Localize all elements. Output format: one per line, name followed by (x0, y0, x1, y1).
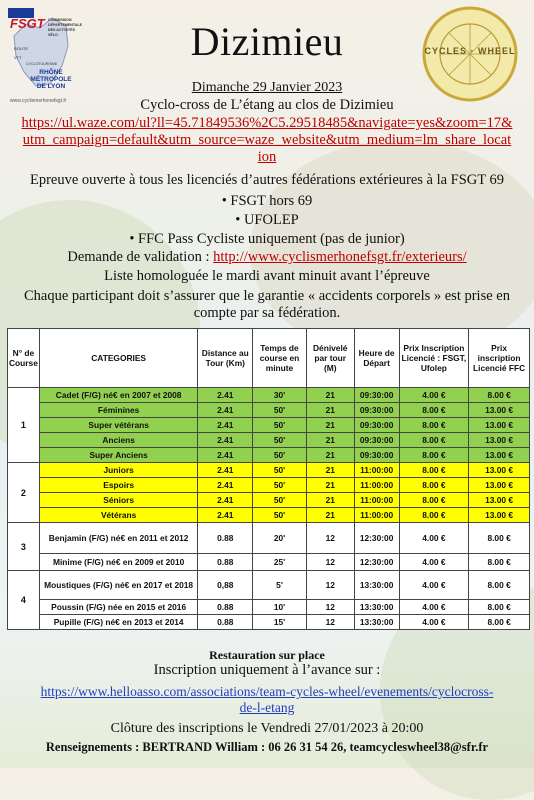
cell-price-fsgt-ufolep: 8.00 € (399, 418, 469, 433)
fsgt-logo-line: VÉLO (48, 33, 58, 37)
fsgt-logo-vtt: VTT (14, 55, 22, 60)
cell-category: Pupille (F/G) né€ en 2013 et 2014 (39, 615, 198, 630)
insurance-line: compte par sa fédération. (193, 305, 341, 321)
table-row (8, 554, 530, 571)
cell-price-ffc: 8.00 € (469, 600, 530, 615)
cell-price-ffc: 13.00 € (469, 508, 530, 523)
cell-price-fsgt-ufolep: 8.00 € (399, 403, 469, 418)
cell-elevation: 21 (306, 463, 354, 478)
helloasso-link-line[interactable]: https://www.helloasso.com/associations/team-cycles-wheel/evenements/cyclocross- (40, 684, 494, 699)
cell-distance: 2.41 (198, 463, 253, 478)
cell-category: Féminines (39, 403, 198, 418)
cell-distance: 0.88 (198, 615, 253, 630)
header-distance: Distance au Tour (Km) (198, 329, 253, 388)
cell-distance: 2.41 (198, 433, 253, 448)
cell-category: Séniors (39, 493, 198, 508)
fsgt-logo-line: CYCLOTOURISME (26, 62, 58, 66)
cell-race-time: 50' (253, 478, 307, 493)
fsgt-logo-region: RHÔNE (39, 69, 63, 76)
cell-price-fsgt-ufolep: 4.00 € (399, 615, 469, 630)
cell-price-fsgt-ufolep: 8.00 € (399, 493, 469, 508)
cell-elevation: 21 (306, 508, 354, 523)
cell-elevation: 12 (306, 571, 354, 600)
cell-price-ffc: 8.00 € (469, 554, 530, 571)
cell-race-time: 50' (253, 433, 307, 448)
bullet-text: FFC Pass Cycliste uniquement (pas de junior) (138, 231, 405, 247)
cell-price-ffc: 13.00 € (469, 493, 530, 508)
cell-start-time: 11:00:00 (354, 508, 399, 523)
course-number: 2 (8, 463, 40, 523)
event-date: Dimanche 29 Janvier 2023 (191, 80, 343, 95)
header-categories: CATEGORIES (39, 329, 198, 388)
cell-start-time: 09:30:00 (354, 433, 399, 448)
cell-race-time: 50' (253, 418, 307, 433)
cell-price-fsgt-ufolep: 4.00 € (399, 600, 469, 615)
fsgt-logo-region: DE LYON (36, 83, 66, 90)
cell-distance: 2.41 (198, 478, 253, 493)
cell-price-fsgt-ufolep: 8.00 € (399, 463, 469, 478)
race-table (7, 328, 530, 630)
cell-start-time: 12:30:00 (354, 554, 399, 571)
waze-link-line[interactable]: ion (257, 149, 277, 165)
cell-start-time: 13:30:00 (354, 615, 399, 630)
cell-distance: 2.41 (198, 403, 253, 418)
cell-elevation: 12 (306, 600, 354, 615)
cell-elevation: 21 (306, 448, 354, 463)
cell-elevation: 21 (306, 478, 354, 493)
cell-category: Anciens (39, 433, 198, 448)
table-row (8, 433, 530, 448)
waze-link[interactable] (0, 115, 534, 166)
table-row (8, 478, 530, 493)
table-row (8, 463, 530, 478)
event-subtitle: Cyclo-cross de L’étang au clos de Dizimieu (140, 97, 394, 113)
cell-start-time: 11:00:00 (354, 478, 399, 493)
cell-price-ffc: 13.00 € (469, 478, 530, 493)
cell-price-ffc: 8.00 € (469, 388, 530, 403)
cell-distance: 2.41 (198, 493, 253, 508)
insurance-line: Chaque participant doit s’assurer que le garantie « accidents corporels » est prise en (24, 288, 510, 304)
homologation-text: Liste homologuée le mardi avant minuit avant l’épreuve (104, 268, 430, 284)
cell-distance: 2.41 (198, 448, 253, 463)
cell-race-time: 15' (253, 615, 307, 630)
cell-start-time: 09:30:00 (354, 388, 399, 403)
cell-category: Moustiques (F/G) né€ en 2017 et 2018 (39, 571, 198, 600)
insurance-text (0, 288, 534, 322)
header-price-ffc: Prix inscription Licencié FFC (469, 329, 530, 388)
cell-race-time: 50' (253, 508, 307, 523)
header-race-time: Temps de course en minute (253, 329, 307, 388)
cell-price-ffc: 13.00 € (469, 448, 530, 463)
cell-price-fsgt-ufolep: 4.00 € (399, 523, 469, 554)
cell-price-fsgt-ufolep: 8.00 € (399, 433, 469, 448)
table-row (8, 523, 530, 554)
cell-category: Super vétérans (39, 418, 198, 433)
cell-start-time: 12:30:00 (354, 523, 399, 554)
cell-race-time: 30' (253, 388, 307, 403)
cell-price-fsgt-ufolep: 8.00 € (399, 508, 469, 523)
bullet-item: • UFOLEP (235, 212, 299, 228)
cell-price-fsgt-ufolep: 8.00 € (399, 448, 469, 463)
page-title: Dizimieu (190, 19, 344, 64)
bullet-text: FSGT hors 69 (230, 193, 313, 209)
table-row (8, 448, 530, 463)
cell-category: Juniors (39, 463, 198, 478)
fsgt-logo-line: COMMISSION (48, 18, 72, 22)
cell-start-time: 09:30:00 (354, 448, 399, 463)
bullet-item: • FSGT hors 69 (221, 193, 313, 209)
cell-elevation: 12 (306, 554, 354, 571)
inscription-text: Inscription uniquement à l’avance sur : (153, 662, 381, 678)
cell-category: Benjamin (F/G) né€ en 2011 et 2012 (39, 523, 198, 554)
cell-price-ffc: 13.00 € (469, 418, 530, 433)
fsgt-logo-top: FSGT (10, 16, 45, 31)
cell-start-time: 09:30:00 (354, 418, 399, 433)
cell-start-time: 13:30:00 (354, 600, 399, 615)
fsgt-logo-route: ROUTE (14, 46, 28, 51)
cell-race-time: 20' (253, 523, 307, 554)
cell-category: Vétérans (39, 508, 198, 523)
course-number: 1 (8, 388, 40, 463)
cell-race-time: 50' (253, 493, 307, 508)
cell-price-ffc: 13.00 € (469, 463, 530, 478)
validation-link[interactable]: http://www.cyclismerhonefsgt.fr/exterieurs/ (213, 249, 467, 265)
fsgt-logo-line: DES ACTIVITÉS (48, 28, 76, 32)
course-number: 3 (8, 523, 40, 571)
cell-start-time: 11:00:00 (354, 493, 399, 508)
cell-start-time: 11:00:00 (354, 463, 399, 478)
cell-price-ffc: 13.00 € (469, 433, 530, 448)
cell-distance: 0.88 (198, 600, 253, 615)
cell-start-time: 09:30:00 (354, 403, 399, 418)
table-row (8, 508, 530, 523)
table-row (8, 571, 530, 600)
table-row (8, 600, 530, 615)
validation-line (0, 249, 534, 266)
helloasso-link[interactable] (0, 684, 534, 716)
cell-distance: 2.41 (198, 418, 253, 433)
header-elevation: Dénivelé par tour (M) (306, 329, 354, 388)
cell-distance: 0,88 (198, 571, 253, 600)
waze-link-line[interactable]: https://ul.waze.com/ul?ll=45.71849536%2C5.29518485&navigate=yes&zoom=17& (21, 115, 513, 131)
contact-text: Renseignements : BERTRAND William : 06 26 31 54 26, teamcycleswheel38@sfr.fr (45, 740, 489, 754)
table-row (8, 493, 530, 508)
cell-race-time: 50' (253, 463, 307, 478)
cell-race-time: 50' (253, 403, 307, 418)
cell-elevation: 12 (306, 615, 354, 630)
cell-distance: 0.88 (198, 554, 253, 571)
table-row (8, 418, 530, 433)
cell-race-time: 50' (253, 448, 307, 463)
cell-category: Minime (F/G) né€ en 2009 et 2010 (39, 554, 198, 571)
cell-distance: 2.41 (198, 388, 253, 403)
cell-price-ffc: 8.00 € (469, 615, 530, 630)
cell-distance: 0.88 (198, 523, 253, 554)
cell-elevation: 21 (306, 493, 354, 508)
header-price-fsgt-ufolep: Prix Inscription Licencié : FSGT, Ufolep (399, 329, 469, 388)
cell-start-time: 13:30:00 (354, 571, 399, 600)
header-course-number: N° de Course (8, 329, 40, 388)
cell-price-fsgt-ufolep: 4.00 € (399, 554, 469, 571)
cell-race-time: 5' (253, 571, 307, 600)
fsgt-logo-url: www.cyclismerhonefsgt.fr (10, 98, 67, 104)
cell-elevation: 21 (306, 388, 354, 403)
cell-race-time: 25' (253, 554, 307, 571)
cell-category: Super Anciens (39, 448, 198, 463)
cell-race-time: 10' (253, 600, 307, 615)
table-row (8, 388, 530, 403)
fsgt-logo-region: MÉTROPOLE (30, 76, 72, 83)
restauration-text: Restauration sur place (209, 648, 325, 662)
cell-elevation: 21 (306, 403, 354, 418)
cell-distance: 2.41 (198, 508, 253, 523)
cell-price-fsgt-ufolep: 4.00 € (399, 571, 469, 600)
table-row (8, 615, 530, 630)
cell-price-ffc: 8.00 € (469, 523, 530, 554)
cell-elevation: 21 (306, 418, 354, 433)
eligibility-text: Epreuve ouverte à tous les licenciés d’autres fédérations extérieures à la FSGT 69 (29, 172, 505, 188)
cloture-text: Clôture des inscriptions le Vendredi 27/01/2023 à 20:00 (110, 721, 424, 736)
cell-price-fsgt-ufolep: 4.00 € (399, 388, 469, 403)
bullet-item: • FFC Pass Cycliste uniquement (pas de junior) (129, 231, 405, 247)
cell-category: Espoirs (39, 478, 198, 493)
cell-elevation: 21 (306, 433, 354, 448)
validation-label: Demande de validation : (67, 249, 214, 265)
header-start-time: Heure de Départ (354, 329, 399, 388)
waze-link-line[interactable]: utm_campaign=default&utm_source=waze_website&utm_medium=lm_share_locat (22, 132, 512, 148)
bullet-text: UFOLEP (243, 212, 299, 228)
cell-price-ffc: 13.00 € (469, 403, 530, 418)
cycles-wheel-logo-text: CYCLES · WHEEL (424, 46, 516, 56)
course-number: 4 (8, 571, 40, 630)
cell-price-ffc: 8.00 € (469, 571, 530, 600)
cell-category: Cadet (F/G) né€ en 2007 et 2008 (39, 388, 198, 403)
table-row (8, 403, 530, 418)
helloasso-link-line[interactable]: de-l-etang (239, 700, 295, 715)
cell-price-fsgt-ufolep: 8.00 € (399, 478, 469, 493)
cell-elevation: 12 (306, 523, 354, 554)
cell-category: Poussin (F/G) née en 2015 et 2016 (39, 600, 198, 615)
fsgt-logo-line: DÉPARTEMENTALE (48, 23, 83, 27)
